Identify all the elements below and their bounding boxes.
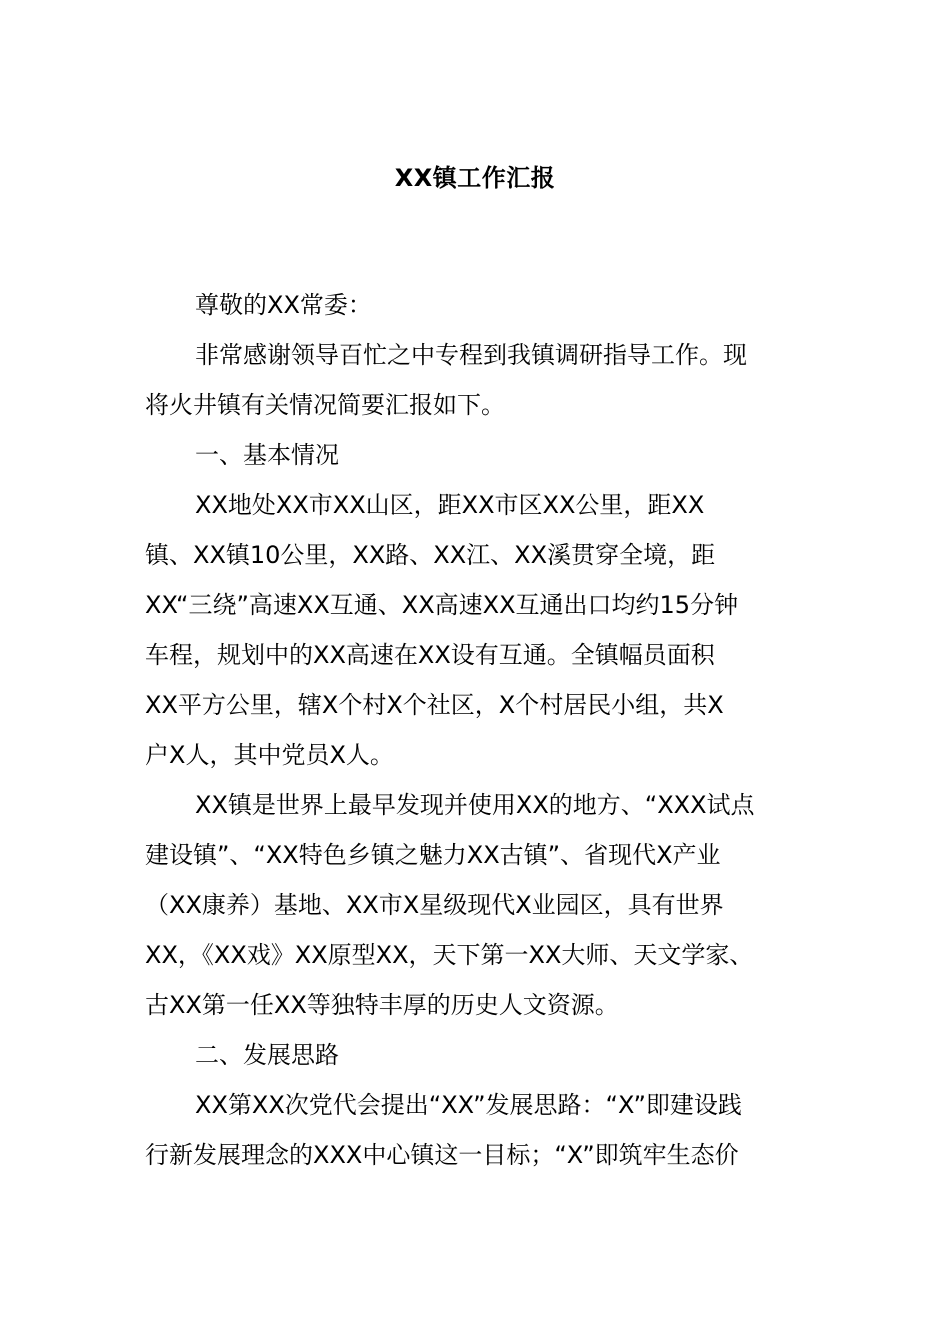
text-line: 非常感谢领导百忙之中专程到我镇调研指导工作。现 <box>195 341 747 369</box>
text-line: XX“三绕”高速XX互通、XX高速XX互通出口均约15分钟 <box>145 591 739 619</box>
document-title: XX镇工作汇报 <box>394 164 556 192</box>
text-line: 户X人，其中党员X人。 <box>145 741 394 769</box>
text-line: XX地处XX市XX山区，距XX市区XX公里，距XX <box>195 491 705 519</box>
text-line: 建设镇”、“XX特色乡镇之魅力XX古镇”、省现代X产业 <box>145 841 721 869</box>
text-line: 车程，规划中的XX高速在XX设有互通。全镇幅员面积 <box>145 641 715 669</box>
text-line: （XX康养）基地、XX市X星级现代X业园区，具有世界 <box>145 891 724 919</box>
text-line: XX镇是世界上最早发现并使用XX的地方、“XXX试点 <box>195 791 755 819</box>
text-line: 尊敬的XX常委： <box>195 291 372 319</box>
text-line: 二、发展思路 <box>195 1041 339 1069</box>
document-body <box>145 280 810 1180</box>
text-line: 将火井镇有关情况简要汇报如下。 <box>145 391 505 419</box>
text-line: 一、基本情况 <box>195 441 339 469</box>
text-line: 镇、XX镇10公里，XX路、XX江、XX溪贯穿全境，距 <box>145 541 716 569</box>
text-line: 行新发展理念的XXX中心镇这一目标；“X”即筑牢生态价 <box>145 1141 739 1169</box>
text-line: XX平方公里，辖X个村X个社区，X个村居民小组，共X <box>145 691 724 719</box>
text-line: XX第XX次党代会提出“XX”发展思路：“X”即建设践 <box>195 1091 742 1119</box>
text-line: 古XX第一任XX等独特丰厚的历史人文资源。 <box>145 991 619 1019</box>
text-line: XX，《XX戏》XX原型XX，天下第一XX大师、天文学家、 <box>145 941 754 969</box>
